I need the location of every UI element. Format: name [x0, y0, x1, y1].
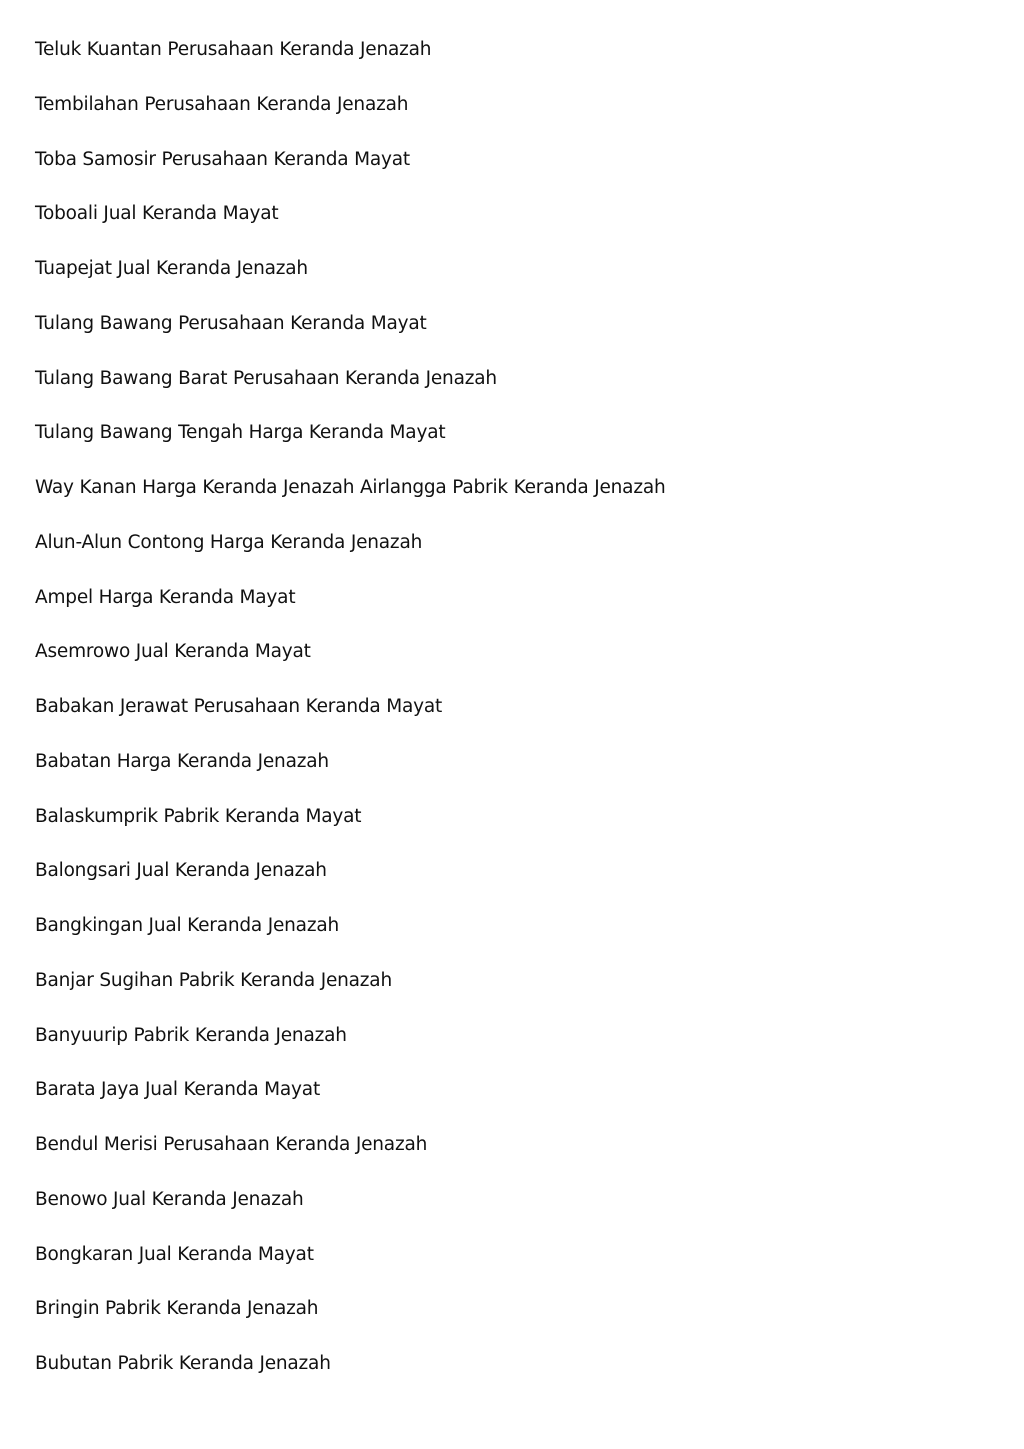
text-line: Alun-Alun Contong Harga Keranda Jenazah: [35, 531, 423, 553]
text-line: Asemrowo Jual Keranda Mayat: [35, 641, 311, 663]
text-line: Tembilahan Perusahaan Keranda Jenazah: [35, 93, 409, 115]
text-line: Bangkingan Jual Keranda Jenazah: [35, 915, 339, 936]
text-line: Tulang Bawang Barat Perusahaan Keranda Jenazah: [35, 367, 497, 389]
text-line: Bringin Pabrik Keranda Jenazah: [35, 1298, 319, 1320]
text-line: Ampel Harga Keranda Mayat: [35, 586, 296, 608]
text-line: Tulang Bawang Perusahaan Keranda Mayat: [35, 312, 427, 334]
text-line: Balongsari Jual Keranda Jenazah: [35, 860, 327, 882]
text-line: Toba Samosir Perusahaan Keranda Mayat: [35, 148, 410, 170]
text-line: Bendul Merisi Perusahaan Keranda Jenazah: [35, 1134, 428, 1155]
text-line: Benowo Jual Keranda Jenazah: [35, 1188, 304, 1210]
text-line: Bongkaran Jual Keranda Mayat: [35, 1243, 314, 1265]
text-line: Way Kanan Harga Keranda Jenazah Airlangga Pabrik Keranda Jenazah: [35, 477, 666, 498]
text-line: Barata Jaya Jual Keranda Mayat: [35, 1079, 320, 1101]
text-line: Banjar Sugihan Pabrik Keranda Jenazah: [35, 969, 392, 991]
text-line: Babakan Jerawat Perusahaan Keranda Mayat: [35, 696, 443, 717]
text-line: Teluk Kuantan Perusahaan Keranda Jenazah: [35, 39, 432, 60]
text-line: Balaskumprik Pabrik Keranda Mayat: [35, 805, 362, 827]
text-line: Toboali Jual Keranda Mayat: [35, 203, 279, 225]
text-line: Bubutan Pabrik Keranda Jenazah: [35, 1353, 331, 1374]
text-line: Tuapejat Jual Keranda Jenazah: [35, 258, 308, 279]
text-line: Tulang Bawang Tengah Harga Keranda Mayat: [35, 422, 446, 444]
text-line-list: [35, 36, 666, 1405]
text-line: Babatan Harga Keranda Jenazah: [35, 750, 329, 772]
text-line: Banyuurip Pabrik Keranda Jenazah: [35, 1024, 347, 1046]
